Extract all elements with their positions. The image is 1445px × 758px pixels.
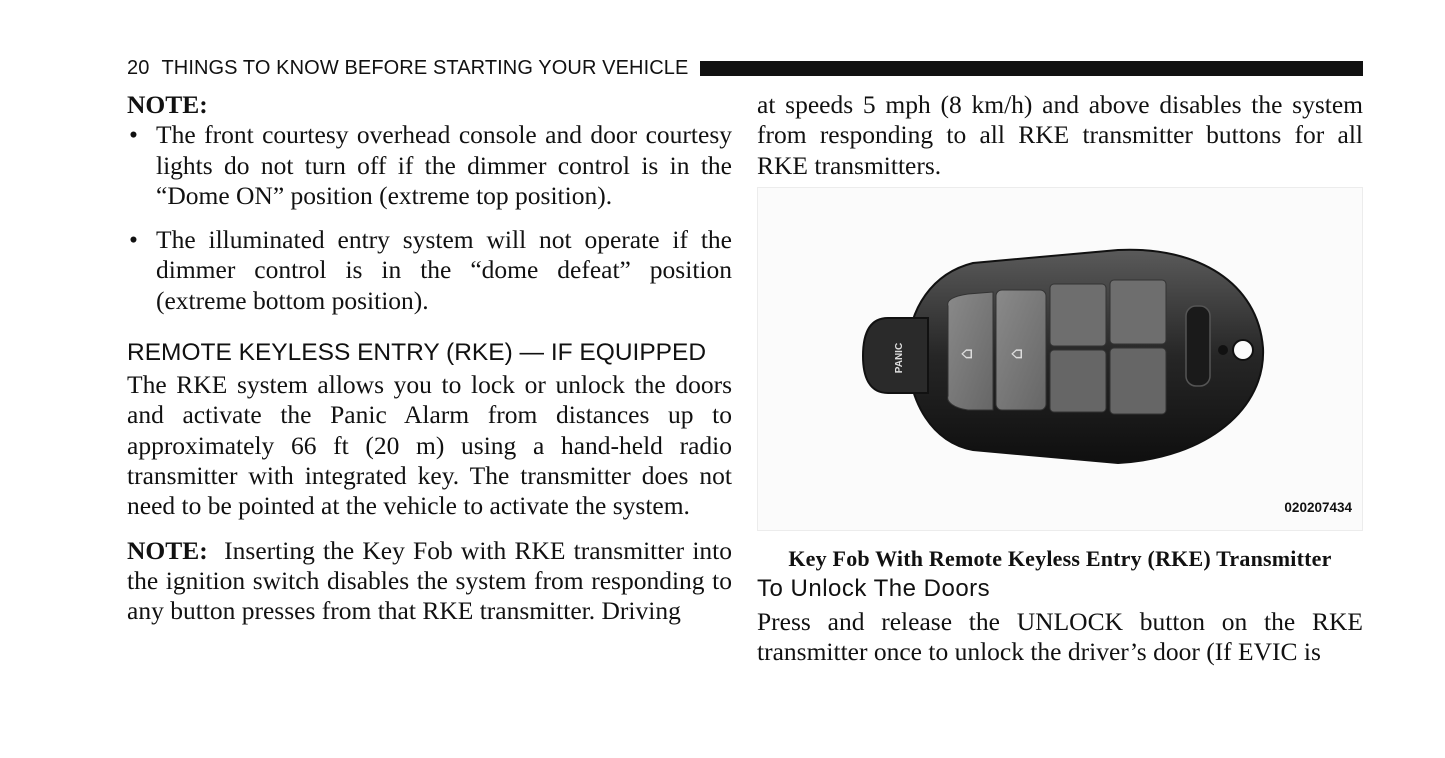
figure-caption: Key Fob With Remote Keyless Entry (RKE) Transmitter [788,545,1332,571]
header-rule [700,61,1363,76]
left-column [127,90,732,626]
panic-label: PANIC [894,342,905,374]
lock-icon: ⌂ [1006,348,1027,360]
key-fob-figure [757,187,1363,531]
page-header [127,56,1363,80]
note2-label: NOTE: [127,535,208,565]
note-bullet-list [127,120,732,316]
page-number: 20 [127,56,150,79]
unlock-icon: ⌂ [956,348,977,360]
header-text [127,57,688,80]
rke-intro-paragraph: The RKE system allows you to lock or unlock the doors and activate the Panic Alarm from distances up to approximately 66 ft (20 m) using a hand-held radio transmitter with integrated key. The transmitter does not need to be pointed at the vehicle to activate the system. [127,370,732,521]
right-column [757,90,1363,667]
button-bottom-2 [1110,348,1166,414]
fob-led [1218,345,1228,355]
chapter-title: THINGS TO KNOW BEFORE STARTING YOUR VEHICLE [161,56,689,79]
section-heading-rke: REMOTE KEYLESS ENTRY (RKE) — IF EQUIPPED [127,339,707,367]
note2-text: Inserting the Key Fob with RKE transmitter into the ignition switch disables the system from responding to any button presses from that RKE transmitter. Driving [127,535,733,626]
key-fob-illustration [758,188,1364,532]
subheading-unlock-doors: To Unlock The Doors [757,574,991,602]
button-top-1 [1050,284,1106,346]
fob-slot [1186,306,1210,386]
continued-paragraph: at speeds 5 mph (8 km/h) and above disables the system from responding to all RKE transmitter buttons for all RKE transmitters. [757,90,1363,180]
button-bottom-1 [1050,350,1106,412]
rke-note-paragraph [127,536,732,627]
keyring-hole [1233,340,1253,360]
note-heading: NOTE: [127,90,208,119]
unlock-paragraph: Press and release the UNLOCK button on the RKE transmitter once to unlock the driver’s door (If EVIC is [757,606,1363,667]
figure-id: 020207434 [1284,499,1352,515]
button-top-2 [1110,280,1166,344]
note-bullet-1: • The front courtesy overhead console and door courtesy lights do not turn off if the dimmer control is in the “Dome ON” position (extreme top position). [127,120,732,211]
note-bullet-2: • The illuminated entry system will not operate if the dimmer control is in the “dome defeat” position (extreme bottom position). [127,225,732,316]
